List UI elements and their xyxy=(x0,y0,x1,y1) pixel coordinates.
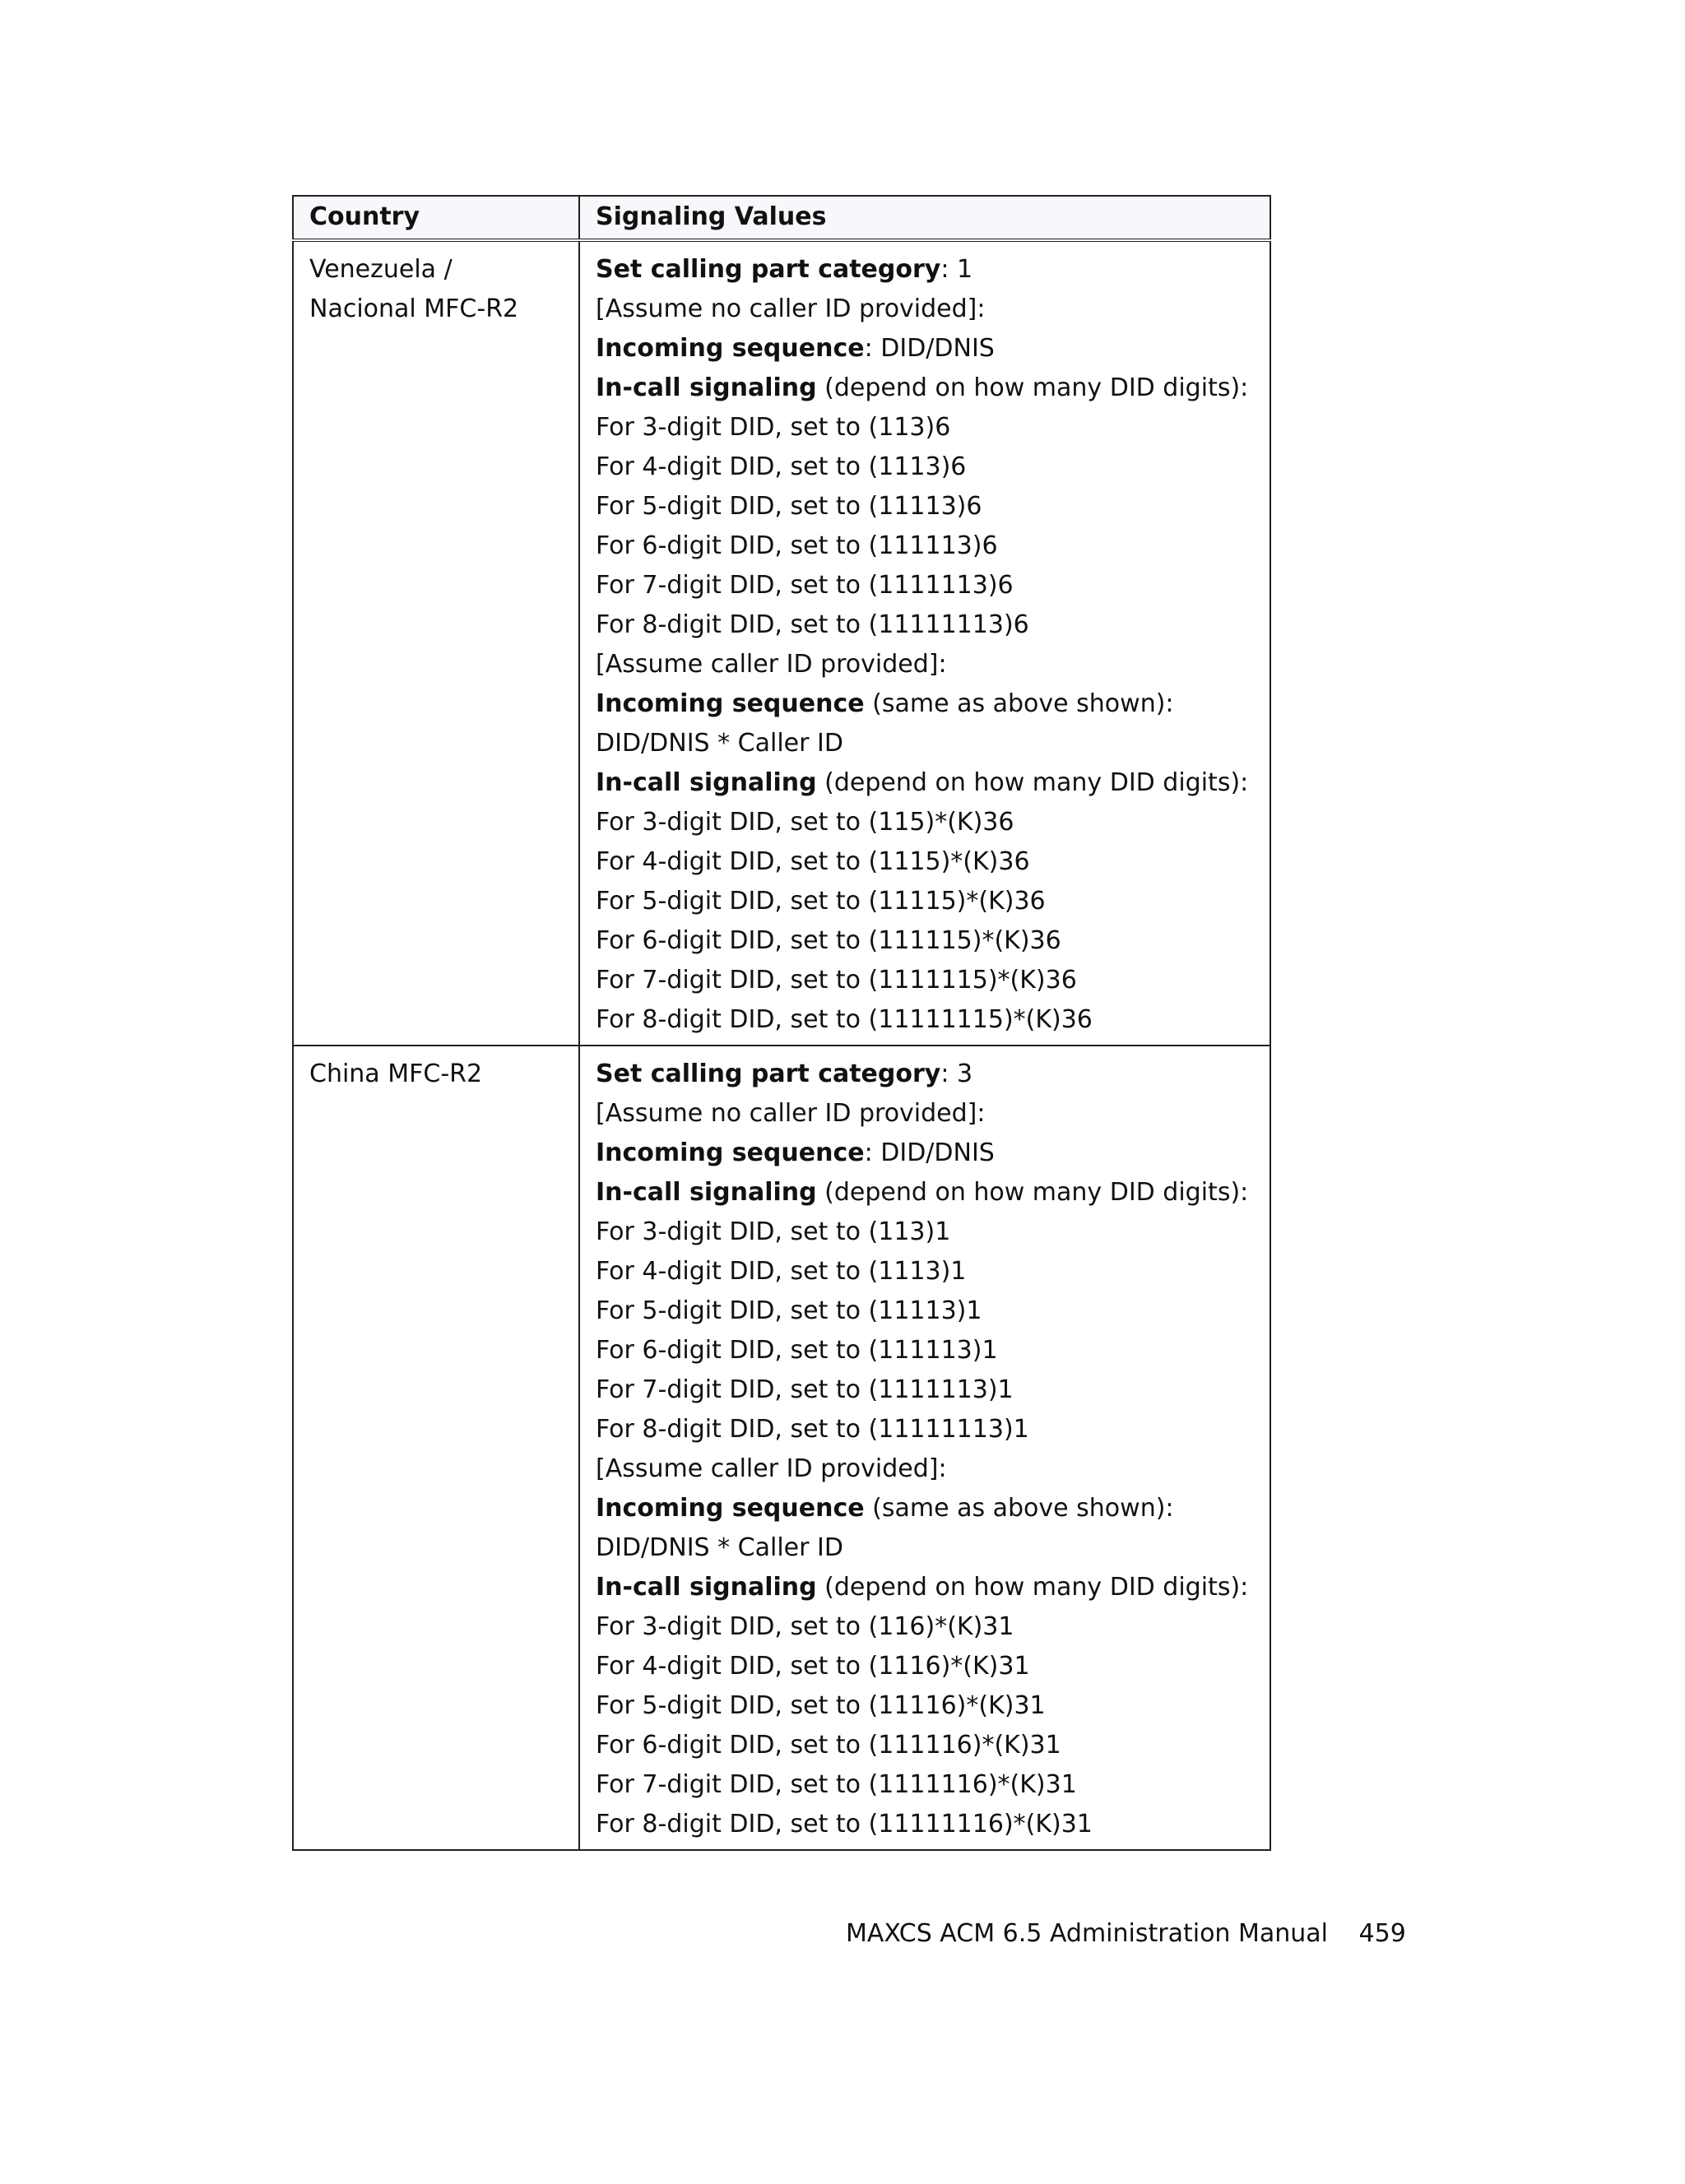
signaling-line-text: For 8-digit DID, set to (11111113)6 xyxy=(596,610,1029,639)
signaling-line-text: For 3-digit DID, set to (113)1 xyxy=(596,1217,951,1246)
signaling-line-text: [Assume no caller ID provided]: xyxy=(596,294,986,323)
signaling-line-text: : DID/DNIS xyxy=(864,334,995,363)
signaling-line xyxy=(596,961,1255,1000)
signaling-line xyxy=(596,1647,1255,1686)
signaling-line-text: For 3-digit DID, set to (115)*(K)36 xyxy=(596,808,1014,837)
signaling-line xyxy=(596,1528,1255,1568)
signaling-line xyxy=(596,1726,1255,1765)
signaling-line-text: For 4-digit DID, set to (1113)6 xyxy=(596,452,967,481)
signaling-line xyxy=(596,1000,1255,1040)
table-header-row xyxy=(293,196,1270,240)
table-body xyxy=(293,240,1270,1850)
signaling-line-label: Incoming sequence xyxy=(596,334,865,363)
signaling-line-text: : DID/DNIS xyxy=(864,1138,995,1167)
signaling-line xyxy=(596,1765,1255,1805)
signaling-line-text: For 8-digit DID, set to (11111115)*(K)36 xyxy=(596,1005,1093,1034)
signaling-line-label: In-call signaling xyxy=(596,373,817,402)
signaling-line-text: For 8-digit DID, set to (11111113)1 xyxy=(596,1415,1029,1444)
signaling-line-text: (depend on how many DID digits): xyxy=(816,1178,1249,1207)
signaling-line-text: For 4-digit DID, set to (1116)*(K)31 xyxy=(596,1652,1030,1681)
signaling-line xyxy=(596,329,1255,369)
table-row xyxy=(293,1046,1270,1850)
signaling-line xyxy=(596,605,1255,645)
signaling-line-text: For 7-digit DID, set to (1111115)*(K)36 xyxy=(596,966,1077,995)
signaling-line xyxy=(596,1134,1255,1173)
signaling-line-text: For 4-digit DID, set to (1113)1 xyxy=(596,1257,967,1286)
signaling-line-text: For 8-digit DID, set to (11111116)*(K)31 xyxy=(596,1810,1093,1839)
signaling-line xyxy=(596,882,1255,921)
signaling-line-text: (depend on how many DID digits): xyxy=(816,373,1249,402)
signaling-line xyxy=(596,803,1255,842)
signaling-line xyxy=(596,763,1255,803)
signaling-line-label: Set calling part category xyxy=(596,1060,941,1088)
page-number: 459 xyxy=(1358,1919,1406,1948)
signaling-line-text: For 5-digit DID, set to (11115)*(K)36 xyxy=(596,887,1046,916)
signaling-line xyxy=(596,1291,1255,1331)
header-country: Country xyxy=(293,196,579,240)
country-cell: Venezuela / Nacional MFC-R2 xyxy=(293,240,579,1046)
signaling-values-cell xyxy=(579,1046,1270,1850)
signaling-line-text: [Assume caller ID provided]: xyxy=(596,650,947,679)
signaling-line-text: For 6-digit DID, set to (111116)*(K)31 xyxy=(596,1731,1061,1760)
signaling-line xyxy=(596,408,1255,447)
signaling-line-text: For 4-digit DID, set to (1115)*(K)36 xyxy=(596,847,1030,876)
signaling-line-text: For 7-digit DID, set to (1111116)*(K)31 xyxy=(596,1770,1077,1799)
signaling-line-text: : 1 xyxy=(940,255,973,284)
signaling-line-text: (same as above shown): xyxy=(864,1494,1174,1523)
signaling-line xyxy=(596,447,1255,487)
signaling-line xyxy=(596,526,1255,566)
signaling-line-text: [Assume caller ID provided]: xyxy=(596,1454,947,1483)
footer-manual-title: MAXCS ACM 6.5 Administration Manual xyxy=(846,1919,1328,1948)
signaling-line-text: DID/DNIS * Caller ID xyxy=(596,1533,843,1562)
signaling-line-text: : 3 xyxy=(940,1060,973,1088)
signaling-line xyxy=(596,1568,1255,1607)
signaling-line xyxy=(596,1489,1255,1528)
signaling-line xyxy=(596,1094,1255,1134)
signaling-line-label: In-call signaling xyxy=(596,768,817,797)
country-cell: China MFC-R2 xyxy=(293,1046,579,1850)
signaling-values-cell xyxy=(579,240,1270,1046)
signaling-line-text: For 5-digit DID, set to (11113)1 xyxy=(596,1296,982,1325)
signaling-line xyxy=(596,487,1255,526)
signaling-line xyxy=(596,566,1255,605)
signaling-line xyxy=(596,842,1255,882)
signaling-line xyxy=(596,1410,1255,1449)
signaling-line-text: For 6-digit DID, set to (111113)1 xyxy=(596,1336,998,1365)
signaling-line xyxy=(596,1370,1255,1410)
signaling-line-label: Set calling part category xyxy=(596,255,941,284)
signaling-line xyxy=(596,1805,1255,1844)
signaling-line xyxy=(596,645,1255,684)
signaling-line-text: For 5-digit DID, set to (11116)*(K)31 xyxy=(596,1691,1046,1720)
signaling-line-text: For 7-digit DID, set to (1111113)1 xyxy=(596,1375,1014,1404)
signaling-line-label: Incoming sequence xyxy=(596,1494,865,1523)
signaling-line xyxy=(596,1607,1255,1647)
signaling-line xyxy=(596,290,1255,329)
signaling-values-table xyxy=(292,195,1271,1851)
signaling-line xyxy=(596,1449,1255,1489)
signaling-line-label: Incoming sequence xyxy=(596,1138,865,1167)
table-row xyxy=(293,240,1270,1046)
signaling-line-text: (same as above shown): xyxy=(864,689,1174,718)
signaling-line-text: DID/DNIS * Caller ID xyxy=(596,729,843,758)
signaling-line xyxy=(596,369,1255,408)
signaling-line-label: Incoming sequence xyxy=(596,689,865,718)
page-footer xyxy=(846,1915,1406,1953)
signaling-line-text: (depend on how many DID digits): xyxy=(816,1573,1249,1602)
signaling-line xyxy=(596,1055,1255,1094)
signaling-line-label: In-call signaling xyxy=(596,1573,817,1602)
signaling-line xyxy=(596,921,1255,961)
signaling-line-label: In-call signaling xyxy=(596,1178,817,1207)
signaling-line xyxy=(596,1213,1255,1252)
signaling-line-text: For 3-digit DID, set to (113)6 xyxy=(596,413,951,442)
signaling-line xyxy=(596,1331,1255,1370)
signaling-line xyxy=(596,1173,1255,1213)
signaling-line xyxy=(596,1252,1255,1291)
signaling-line-text: [Assume no caller ID provided]: xyxy=(596,1099,986,1128)
signaling-line xyxy=(596,1686,1255,1726)
signaling-line xyxy=(596,684,1255,724)
signaling-line xyxy=(596,250,1255,290)
signaling-line-text: (depend on how many DID digits): xyxy=(816,768,1249,797)
signaling-line-text: For 6-digit DID, set to (111115)*(K)36 xyxy=(596,926,1061,955)
signaling-line-text: For 6-digit DID, set to (111113)6 xyxy=(596,531,998,560)
signaling-line-text: For 7-digit DID, set to (1111113)6 xyxy=(596,571,1014,600)
header-signaling-values: Signaling Values xyxy=(579,196,1270,240)
signaling-line-text: For 3-digit DID, set to (116)*(K)31 xyxy=(596,1612,1014,1641)
signaling-line xyxy=(596,724,1255,763)
signaling-line-text: For 5-digit DID, set to (11113)6 xyxy=(596,492,982,521)
